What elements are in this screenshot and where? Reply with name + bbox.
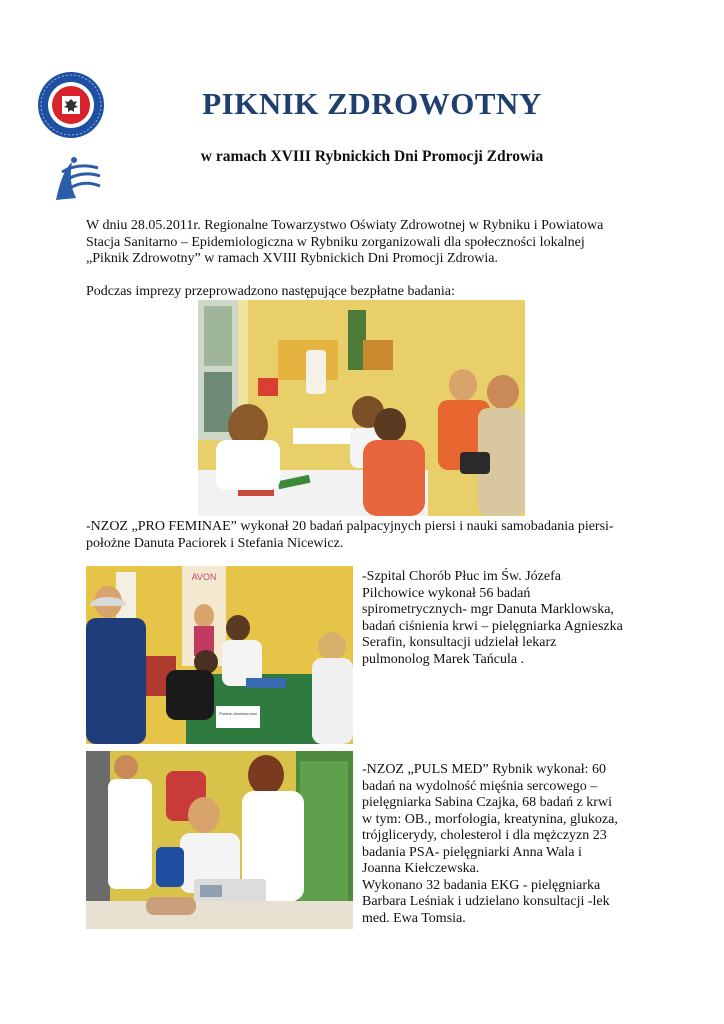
szpital-line: spirometrycznych- mgr Danuta Marklowska, (362, 602, 614, 617)
avon-banner-text: AVON (191, 572, 217, 582)
intro-line: Stacja Sanitarno – Epidemiologiczna w Rybniku zorganizowali dla społeczności lokalnej (86, 234, 585, 250)
puls-med-line: -NZOZ „PULS MED” Rybnik wykonał: 60 (362, 762, 607, 777)
szpital-line: Serafin, konsultacji udzielał lekarz (362, 635, 557, 650)
szpital-line: -Szpital Chorób Płuc im Św. Józefa (362, 569, 561, 584)
pro-feminae-paragraph (86, 519, 646, 552)
puls-med-line: trójglicerydy, cholesterol i dla mężczyzn 23 (362, 828, 607, 843)
photo-puls-med (86, 751, 353, 929)
puls-med-line: badania PSA- pielęgniarki Anna Wala i (362, 844, 582, 860)
puls-med-line: w tym: OB., morfologia, kreatynina, glukoza, (362, 811, 618, 827)
pro-feminae-line: położne Danuta Paciorek i Stefania Nicewicz. (86, 535, 344, 551)
page-title: PIKNIK ZDROWOTNY (202, 86, 542, 121)
promocja-zdrowia-logo (50, 152, 106, 206)
puls-med-line: pielęgniarka Sabina Czajka, 68 badań z krwi (362, 795, 612, 810)
tests-intro: Podczas imprezy przeprowadzono następujące bezpłatne badania: (86, 284, 455, 299)
intro-line: „Piknik Zdrowotny” w ramach XVIII Rybnickich Dni Promocji Zdrowia. (86, 251, 498, 266)
puls-med-paragraph (362, 762, 652, 927)
pro-feminae-line: -NZOZ „PRO FEMINAE” wykonał 20 badań palpacyjnych piersi i nauki samobadania piersi- (86, 519, 614, 534)
szpital-line: Pilchowice wykonał 56 badań (362, 585, 531, 601)
photo-pro-feminae (198, 300, 525, 516)
szpital-line: badań ciśnienia krwi – pielęgniarka Agnieszka (362, 618, 623, 634)
photo-szpital-pilchowice (86, 566, 353, 744)
page-subtitle: w ramach XVIII Rybnickich Dni Promocji Zdrowia (200, 148, 544, 165)
pressure-sign-text: Pomiar ciśnienia krwi (219, 711, 257, 716)
puls-med-line: badań na wydolność mięśnia sercowego – (362, 778, 598, 794)
puls-med-line: Joanna Kiełczewska. (362, 861, 480, 876)
puls-med-line: Wykonano 32 badania EKG - pielęgniarka (362, 877, 601, 893)
sanepid-logo (36, 70, 106, 140)
puls-med-line: Barbara Leśniak i udzielano konsultacji -lek (362, 894, 610, 909)
intro-paragraph (86, 218, 646, 268)
szpital-paragraph (362, 569, 652, 668)
puls-med-line: med. Ewa Tomsia. (362, 910, 466, 926)
szpital-line: pulmonolog Marek Tańcula . (362, 651, 525, 667)
intro-line: W dniu 28.05.2011r. Regionalne Towarzystwo Oświaty Zdrowotnej w Rybniku i Powiatowa (86, 218, 604, 233)
